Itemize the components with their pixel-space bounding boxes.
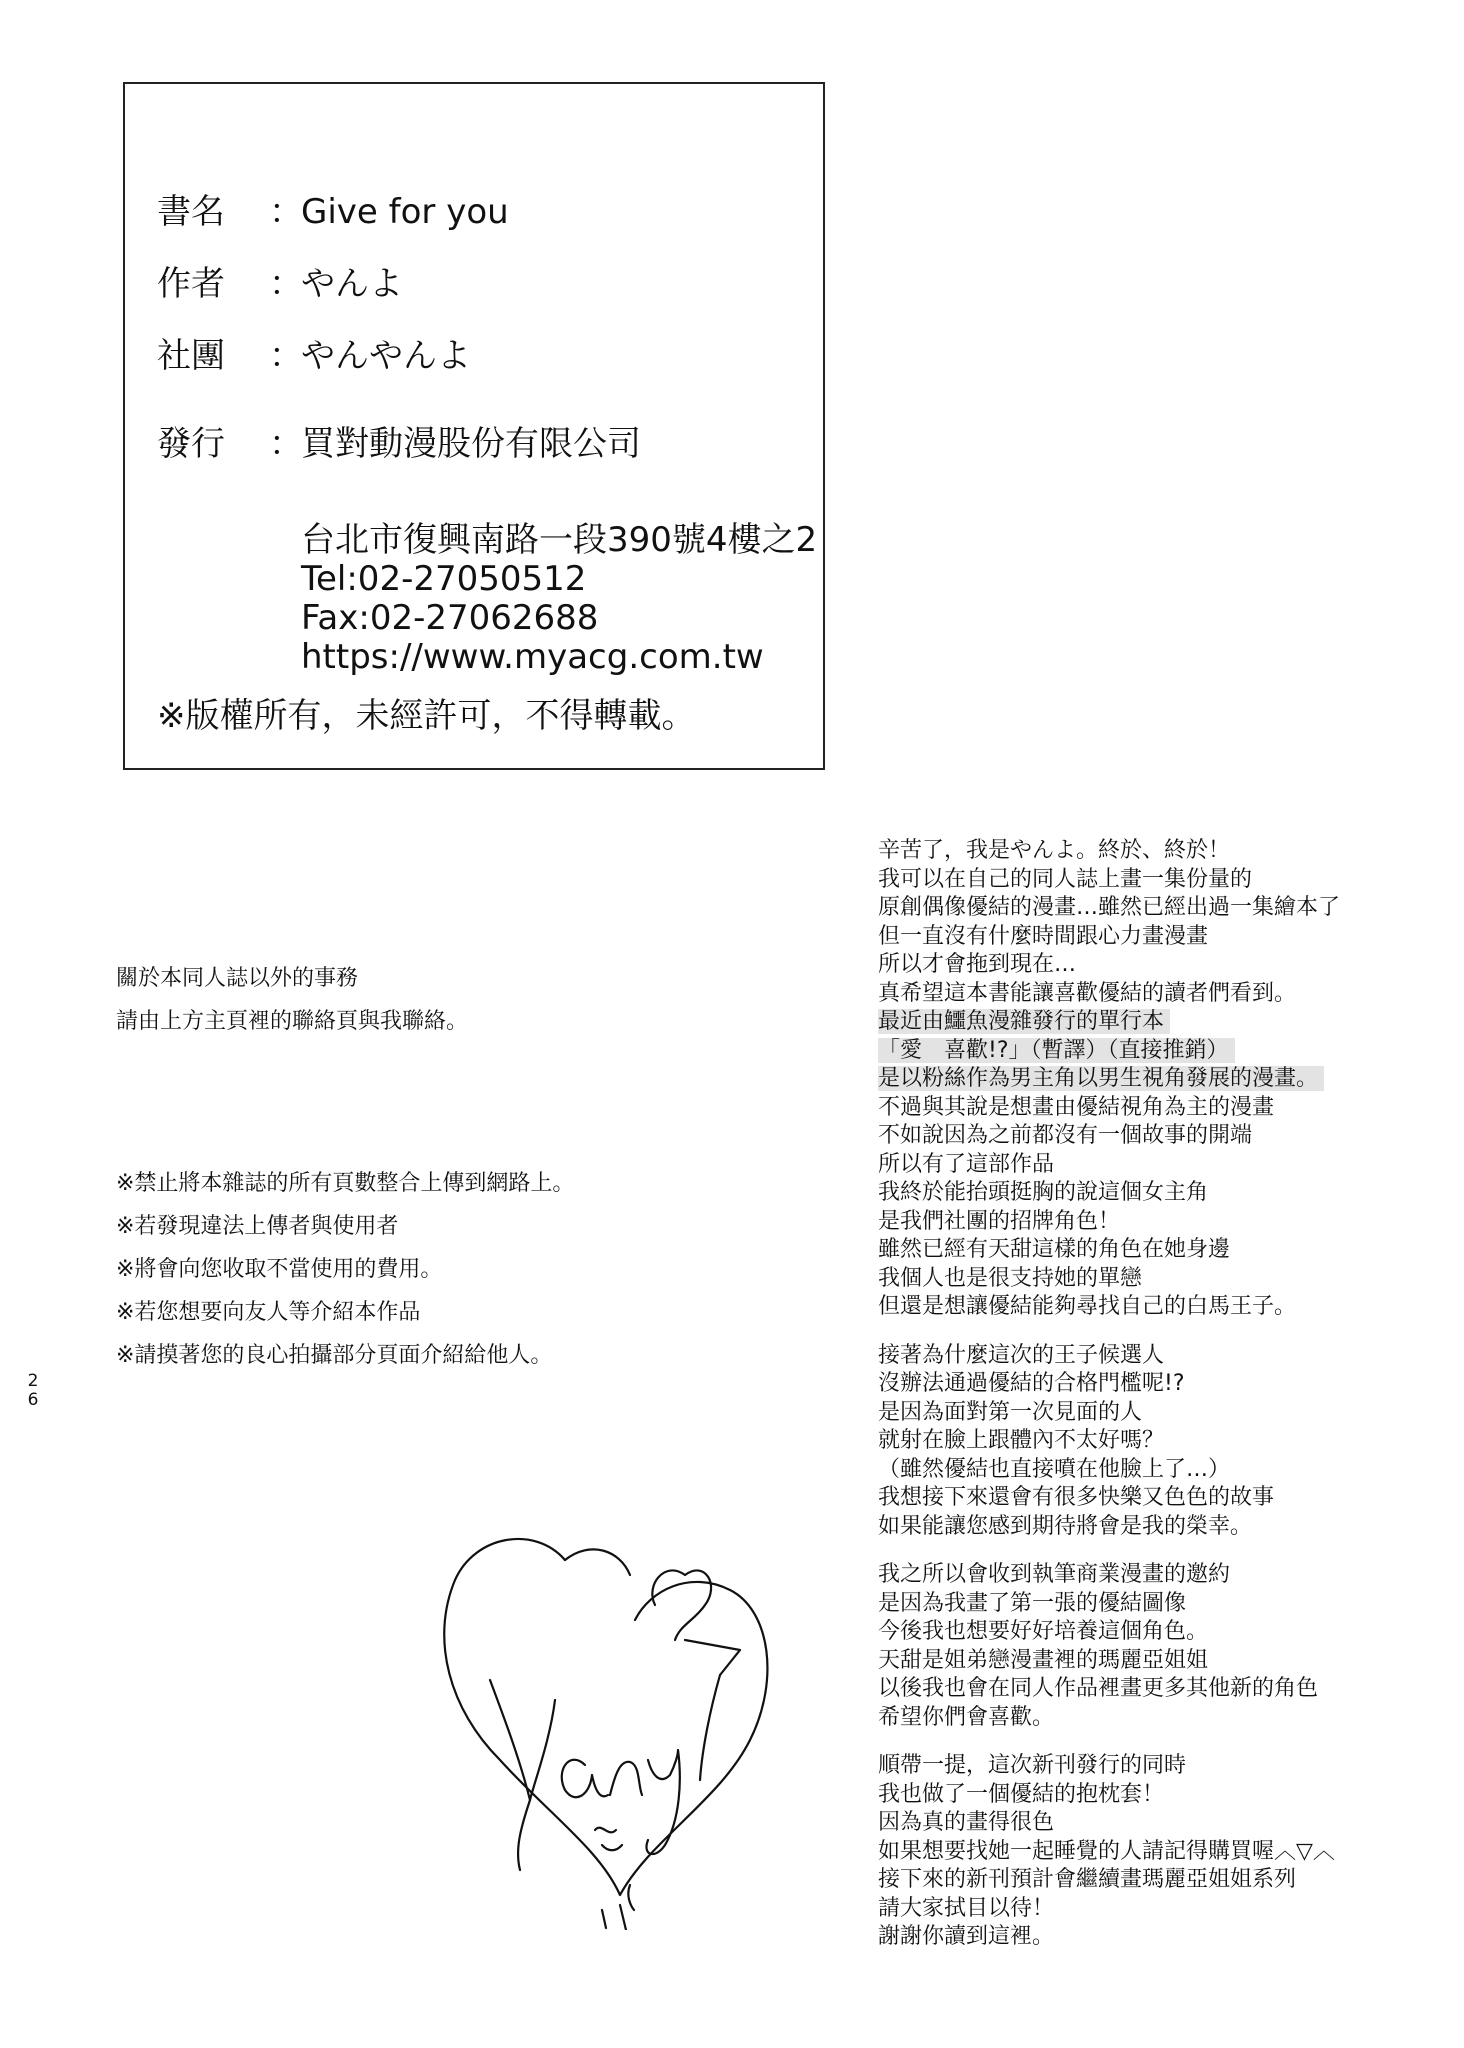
colophon-box xyxy=(123,82,825,770)
title-value: Give for you xyxy=(301,192,509,232)
afterword-line: 請大家拭目以待！ xyxy=(878,1895,1055,1921)
afterword-line: 不過與其說是想畫由優結視角為主的漫畫 xyxy=(878,1094,1275,1120)
highlight-text: 「愛 喜歡!?」（暫譯）（直接推銷） xyxy=(878,1038,1235,1063)
afterword-line: （雖然優結也直接噴在他臉上了…） xyxy=(878,1456,1231,1482)
afterword-line: 所以才會拖到現在… xyxy=(878,952,1077,977)
afterword-highlight-line xyxy=(878,1065,1340,1094)
publisher-details xyxy=(301,521,817,677)
separator: ： xyxy=(269,264,303,304)
afterword-highlight-line xyxy=(878,1037,1340,1066)
afterword-line: 沒辦法通過優結的合格門檻呢!? xyxy=(878,1371,1185,1396)
afterword-line: 我個人也是很支持她的單戀 xyxy=(878,1265,1143,1291)
afterword-line: 是我們社團的招牌角色！ xyxy=(878,1208,1121,1234)
warning-line: ※將會向您收取不當使用的費用。 xyxy=(116,1257,443,1282)
warning-line: ※請摸著您的良心拍攝部分頁面介紹給他人。 xyxy=(116,1343,553,1368)
author-label: 作者 xyxy=(157,264,225,304)
afterword-line: 順帶一提，這次新刊發行的同時 xyxy=(878,1753,1187,1778)
afterword-line: 但一直沒有什麼時間跟心力畫漫畫 xyxy=(878,923,1209,949)
separator: ： xyxy=(269,424,303,464)
afterword-line: 謝謝你讀到這裡。 xyxy=(878,1924,1055,1949)
publisher-label: 發行 xyxy=(157,424,225,464)
publisher-name: 買對動漫股份有限公司 xyxy=(301,424,641,464)
warning-line: ※若發現違法上傳者與使用者 xyxy=(116,1214,399,1239)
title-label: 書名 xyxy=(157,192,225,232)
afterword-line: 原創偶像優結的漫畫…雖然已經出過一集繪本了 xyxy=(878,895,1341,920)
afterword-line: 我終於能抬頭挺胸的說這個女主角 xyxy=(878,1180,1209,1205)
afterword-line: 今後我也想要好好培養這個角色。 xyxy=(878,1619,1209,1644)
afterword-line: 希望你們會喜歡。 xyxy=(878,1704,1055,1730)
warning-list xyxy=(116,1169,574,1384)
separator: ： xyxy=(269,336,303,376)
contact-line: 請由上方主頁裡的聯絡頁與我聯絡。 xyxy=(116,1009,469,1034)
afterword-line: 如果想要找她一起睡覺的人請記得購買喔︿▽︿ xyxy=(878,1838,1335,1864)
author-row xyxy=(157,264,403,304)
afterword-line: 就射在臉上跟體內不太好嗎？ xyxy=(878,1428,1165,1453)
afterword-line: 雖然已經有天甜這樣的角色在她身邊 xyxy=(878,1237,1231,1262)
afterword-line: 接著為什麼這次的王子候選人 xyxy=(878,1342,1165,1368)
contact-note xyxy=(116,964,468,1050)
circle-value: やんやんよ xyxy=(301,336,471,376)
publisher-fax: Fax:02-27062688 xyxy=(301,598,599,638)
contact-line: 關於本同人誌以外的事務 xyxy=(116,966,359,991)
title-row xyxy=(157,192,509,232)
afterword-line: 我想接下來還會有很多快樂又色色的故事 xyxy=(878,1485,1275,1510)
separator: ： xyxy=(269,192,303,232)
copyright-notice: ※版權所有，未經許可，不得轉載。 xyxy=(157,696,696,736)
afterword-line: 如果能讓您感到期待將會是我的榮幸。 xyxy=(878,1513,1253,1539)
circle-row xyxy=(157,336,471,376)
afterword-line: 因為真的畫得很色 xyxy=(878,1810,1055,1835)
afterword-line: 我可以在自己的同人誌上畫一集份量的 xyxy=(878,866,1253,892)
publisher-url: https://www.myacg.com.tw xyxy=(301,637,764,677)
signature-drawing xyxy=(420,1500,820,1934)
afterword-line: 所以有了這部作品 xyxy=(878,1151,1055,1177)
publisher-tel: Tel:02-27050512 xyxy=(301,559,587,599)
author-value: やんよ xyxy=(301,264,403,304)
afterword-line: 我之所以會收到執筆商業漫畫的邀約 xyxy=(878,1562,1231,1587)
publisher-address: 台北市復興南路一段390號4樓之2 xyxy=(301,520,818,560)
afterword-line: 接下來的新刊預計會繼續畫瑪麗亞姐姐系列 xyxy=(878,1867,1297,1892)
afterword-line: 以後我也會在同人作品裡畫更多其他新的角色 xyxy=(878,1676,1319,1701)
publisher-row xyxy=(157,424,641,464)
circle-label: 社團 xyxy=(157,336,225,376)
page-number-digit: 2 xyxy=(27,1371,39,1391)
afterword xyxy=(878,837,1340,1952)
page-number xyxy=(27,1372,39,1410)
warning-line: ※若您想要向友人等介紹本作品 xyxy=(116,1300,421,1325)
highlight-text: 是以粉絲作為男主角以男生視角發展的漫畫。 xyxy=(878,1066,1324,1091)
afterword-line: 但還是想讓優結能夠尋找自己的白馬王子。 xyxy=(878,1294,1297,1319)
afterword-line: 不如說因為之前都沒有一個故事的開端 xyxy=(878,1123,1253,1148)
afterword-line: 是因為面對第一次見面的人 xyxy=(878,1399,1143,1425)
warning-line: ※禁止將本雜誌的所有頁數整合上傳到網路上。 xyxy=(116,1171,575,1196)
afterword-line: 是因為我畫了第一張的優結圖像 xyxy=(878,1590,1187,1616)
afterword-line: 真希望這本書能讓喜歡優結的讀者們看到。 xyxy=(878,980,1297,1006)
signature-heart-icon xyxy=(420,1500,820,1930)
afterword-line: 天甜是姐弟戀漫畫裡的瑪麗亞姐姐 xyxy=(878,1647,1209,1673)
page-number-digit: 6 xyxy=(27,1390,39,1410)
afterword-line: 我也做了一個優結的抱枕套！ xyxy=(878,1781,1165,1807)
afterword-line: 辛苦了，我是やんよ。終於、終於！ xyxy=(878,838,1231,863)
afterword-highlight-line xyxy=(878,1008,1340,1037)
highlight-text: 最近由鱷魚漫雜發行的單行本 xyxy=(878,1009,1170,1034)
